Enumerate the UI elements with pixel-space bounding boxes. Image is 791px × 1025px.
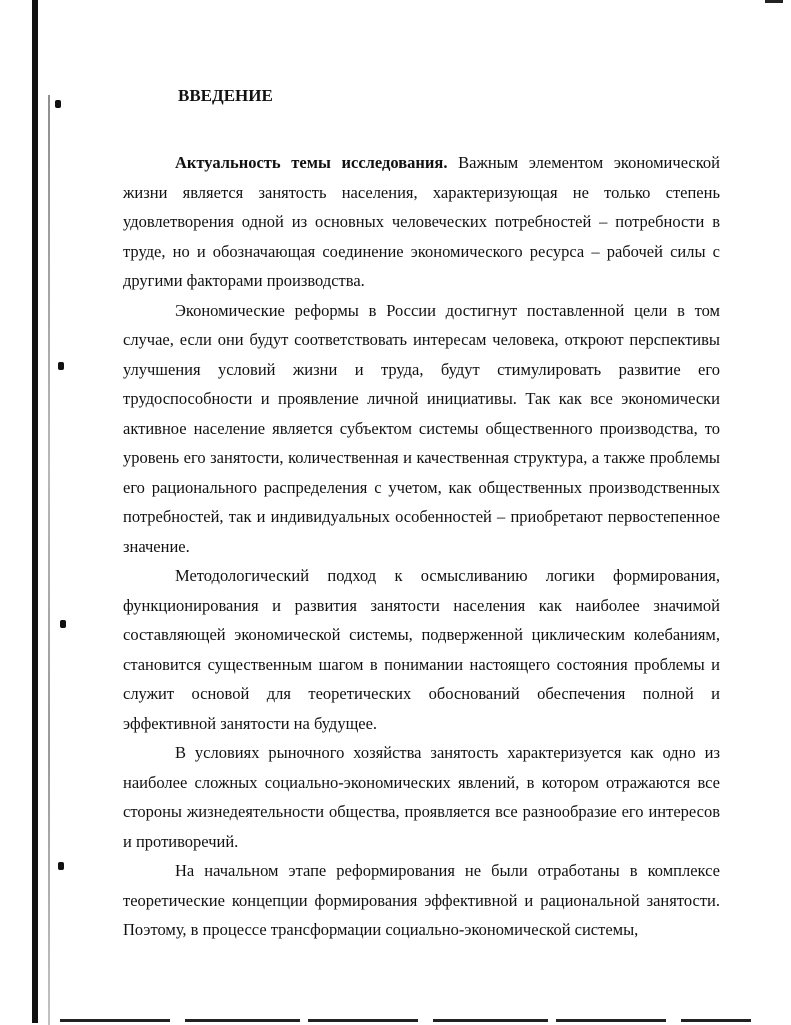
paragraph	[123, 296, 720, 562]
scan-mark	[58, 862, 64, 870]
scan-mark	[58, 362, 64, 370]
paragraph-text: В условиях рыночного хозяйства занятость характеризуется как одно из наиболее сложных социально-экономических явлений, в котором отражаются все стороны жизнедеятельности общества, проявляется все разнообразие его интересов и противоречий.	[123, 743, 720, 851]
paragraph	[123, 738, 720, 856]
page-title: ВВЕДЕНИЕ	[178, 86, 273, 105]
paragraph	[123, 148, 720, 296]
scan-corner-mark	[765, 0, 783, 3]
paragraph-text: Экономические реформы в России достигнут поставленной цели в том случае, если они будут соответствовать интересам человека, откроют перспективы улучшения условий жизни и труда, будут стимулировать развитие его трудоспособности и проявление личной инициативы. Так как все экономически активное население является субъектом системы общественного производства, то уровень его занятости, количественная и качественная структура, а также проблемы его рационального распределения с учетом, как общественных производственных потребностей, так и индивидуальных особенностей – приобретают первостепенное значение.	[123, 300, 720, 556]
paragraph-text: На начальном этапе реформирования не были отработаны в комплексе теоретические концепции формирования эффективной и рациональной занятости. Поэтому, в процессе трансформации социально-экономической системы,	[123, 861, 720, 939]
scan-mark	[60, 620, 66, 628]
scan-binding-shadow	[48, 95, 50, 1025]
paragraph	[123, 856, 720, 945]
scan-left-edge	[32, 0, 38, 1023]
body-text	[123, 148, 720, 945]
paragraph-text: Важным элементом экономической жизни является занятость населения, характеризующая не только степень удовлетворения одной из основных человеческих потребностей – потребности в труде, но и обозначающая соединение экономического ресурса – рабочей силы с другими факторами производства.	[123, 153, 721, 290]
paragraph	[123, 561, 720, 738]
paragraph-text: Методологический подход к осмысливанию логики формирования, функционирования и развития занятости населения как наиболее значимой составляющей экономической системы, подверженной циклическим колебаниям, становится существенным шагом в понимании настоящего состояния проблемы и служит основой для теоретических обоснований обеспечения полной и эффективной занятости на будущее.	[123, 566, 720, 733]
scan-mark	[55, 100, 61, 108]
scan-bottom-rule	[60, 1019, 751, 1022]
paragraph-lead: Актуальность темы исследования.	[175, 153, 448, 172]
